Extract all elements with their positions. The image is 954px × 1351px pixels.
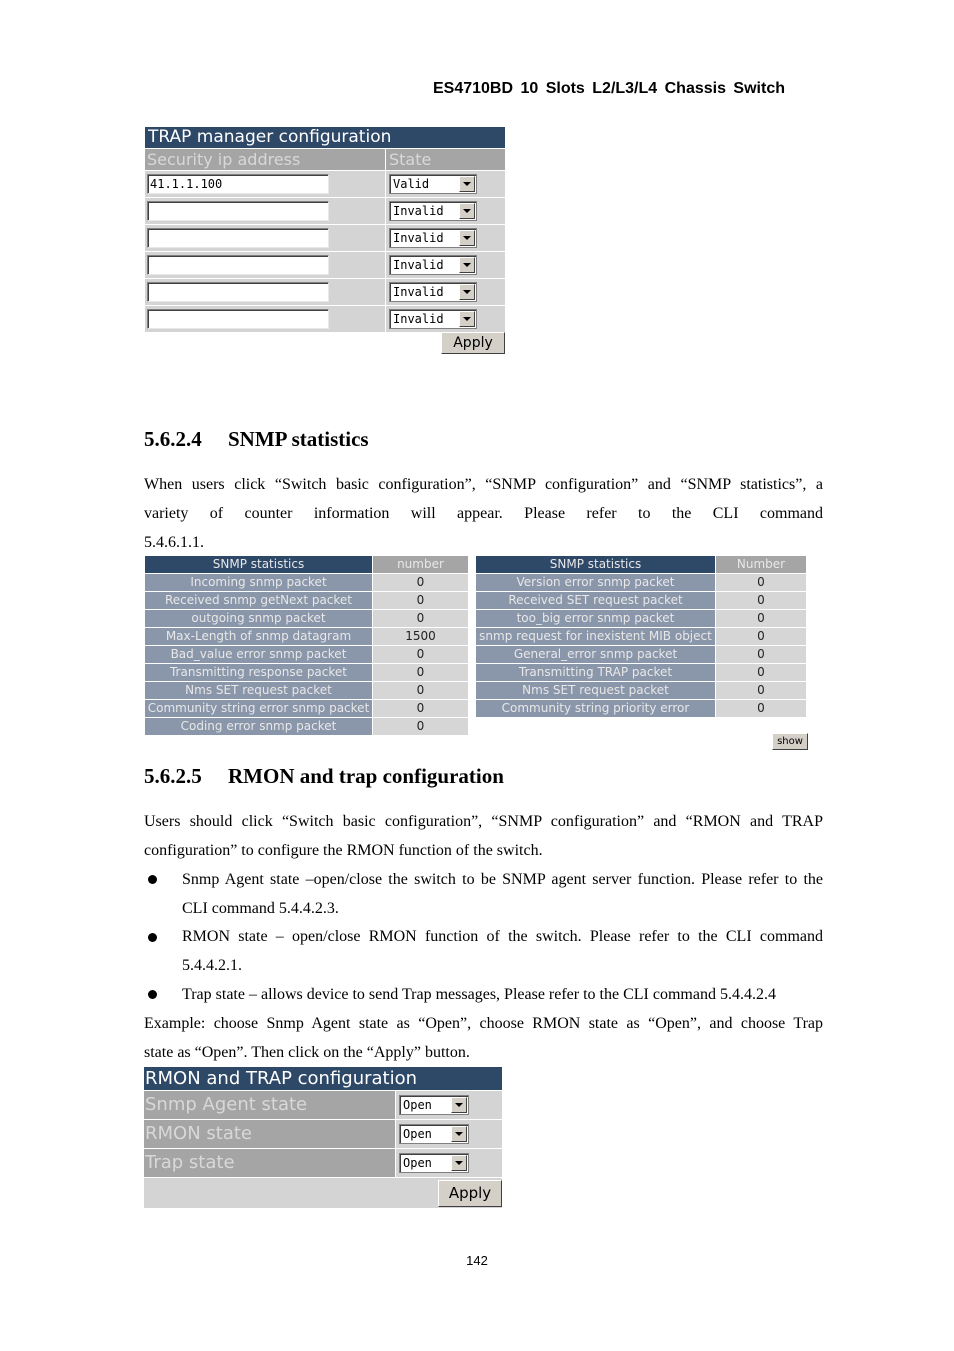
- stat-label: General_error snmp packet: [476, 646, 716, 664]
- state-select[interactable]: [389, 255, 477, 275]
- stat-header-label: SNMP statistics: [145, 556, 373, 574]
- trap-row: [145, 305, 505, 332]
- trap-row: [145, 251, 505, 278]
- stat-value: 0: [716, 610, 807, 628]
- stat-label: Coding error snmp packet: [145, 718, 373, 736]
- stat-label: Community string priority error: [476, 700, 716, 718]
- trap-row: [145, 224, 505, 251]
- show-button[interactable]: show: [772, 733, 808, 750]
- select-value: Open: [403, 1156, 432, 1170]
- stat-value: 0: [373, 718, 469, 736]
- paragraph-line: state as “Open”. Then click on the “Apply” button.: [144, 1044, 470, 1061]
- section-heading-snmp-statistics: [144, 427, 369, 452]
- chevron-down-icon[interactable]: [459, 284, 475, 300]
- stat-value: 0: [716, 592, 807, 610]
- chevron-down-icon[interactable]: [459, 176, 475, 192]
- stat-label: Max-Length of snmp datagram: [145, 628, 373, 646]
- bullet-line: CLI command 5.4.4.2.3.: [182, 900, 339, 917]
- paragraph-line: configuration” to configure the RMON function of the switch.: [144, 842, 543, 859]
- state-select[interactable]: [389, 228, 477, 248]
- section-title: RMON and trap configuration: [228, 764, 504, 788]
- rmon-row: [144, 1119, 502, 1148]
- paragraph-line: variety of counter information will appear. Please refer to the CLI command: [144, 505, 823, 522]
- bullet-icon: [148, 933, 157, 942]
- table-row: [476, 628, 807, 646]
- state-select-value: Invalid: [393, 312, 444, 326]
- table-row: [145, 700, 469, 718]
- chevron-down-icon[interactable]: [451, 1155, 467, 1171]
- security-ip-input[interactable]: [147, 228, 329, 248]
- bullet-item: [182, 980, 823, 1009]
- state-select[interactable]: [389, 174, 477, 194]
- table-row: [145, 574, 469, 592]
- stat-label: Transmitting TRAP packet: [476, 664, 716, 682]
- snmp-statistics-table-right: [475, 555, 807, 718]
- state-select[interactable]: [389, 282, 477, 302]
- stat-value: 0: [373, 592, 469, 610]
- paragraph-line: 5.4.6.1.1.: [144, 534, 204, 551]
- stat-label: Nms SET request packet: [145, 682, 373, 700]
- table-row: [145, 592, 469, 610]
- stat-label: Incoming snmp packet: [145, 574, 373, 592]
- stat-label: Received snmp getNext packet: [145, 592, 373, 610]
- security-ip-input[interactable]: [147, 309, 329, 329]
- paragraph-line: When users click “Switch basic configuration”, “SNMP configuration” and “SNMP statistics”, a: [144, 476, 823, 493]
- stat-label: outgoing snmp packet: [145, 610, 373, 628]
- stat-value: 0: [716, 700, 807, 718]
- bullet-line: RMON state – open/close RMON function of the switch. Please refer to the CLI command: [182, 928, 823, 945]
- stat-label: too_big error snmp packet: [476, 610, 716, 628]
- stat-header-value: number: [373, 556, 469, 574]
- stat-value: 0: [716, 664, 807, 682]
- table-row: [476, 610, 807, 628]
- trap-row: [145, 197, 505, 224]
- rmon-trap-title: RMON and TRAP configuration: [144, 1067, 502, 1090]
- security-ip-input[interactable]: [147, 282, 329, 302]
- chevron-down-icon[interactable]: [451, 1126, 467, 1142]
- table-row: [476, 574, 807, 592]
- stat-label: Version error snmp packet: [476, 574, 716, 592]
- rmon-apply-button[interactable]: Apply: [438, 1180, 502, 1207]
- table-row: [145, 682, 469, 700]
- stat-value: 0: [716, 682, 807, 700]
- section-number: 5.6.2.5: [144, 764, 202, 788]
- table-row: [476, 664, 807, 682]
- stat-value: 0: [373, 700, 469, 718]
- chevron-down-icon[interactable]: [459, 230, 475, 246]
- rmon-trap-panel: [144, 1067, 502, 1208]
- rmon-example-paragraph: [144, 1009, 823, 1067]
- column-security-ip: Security ip address: [145, 149, 386, 170]
- select-value: Open: [403, 1127, 432, 1141]
- table-row: [145, 628, 469, 646]
- table-row: [145, 664, 469, 682]
- table-row: [145, 718, 469, 736]
- stat-label: Nms SET request packet: [476, 682, 716, 700]
- table-row: [476, 700, 807, 718]
- bullet-item: [182, 922, 823, 980]
- table-row: [476, 592, 807, 610]
- trap-state-select[interactable]: [399, 1153, 469, 1173]
- bullet-line: 5.4.4.2.1.: [182, 957, 242, 974]
- stat-value: 0: [373, 682, 469, 700]
- chevron-down-icon[interactable]: [459, 311, 475, 327]
- stat-header-label: SNMP statistics: [476, 556, 716, 574]
- security-ip-input[interactable]: [147, 201, 329, 221]
- section-heading-rmon-trap: [144, 764, 504, 789]
- paragraph-line: Users should click “Switch basic configuration”, “SNMP configuration” and “RMON and TRAP: [144, 813, 823, 830]
- stat-value: 0: [716, 574, 807, 592]
- rmon-state-select[interactable]: [399, 1124, 469, 1144]
- bullet-icon: [148, 875, 157, 884]
- snmp-agent-state-select[interactable]: [399, 1095, 469, 1115]
- state-select[interactable]: [389, 201, 477, 221]
- stat-label: Received SET request packet: [476, 592, 716, 610]
- stat-value: 0: [716, 628, 807, 646]
- stat-value: 0: [716, 646, 807, 664]
- chevron-down-icon[interactable]: [459, 257, 475, 273]
- stat-value: 0: [373, 610, 469, 628]
- trap-row: [145, 278, 505, 305]
- select-value: Open: [403, 1098, 432, 1112]
- chevron-down-icon[interactable]: [459, 203, 475, 219]
- state-select-value: Valid: [393, 177, 430, 191]
- security-ip-input[interactable]: [147, 255, 329, 275]
- state-select[interactable]: [389, 309, 477, 329]
- table-row: [145, 610, 469, 628]
- bullet-line: Snmp Agent state –open/close the switch to be SNMP agent server function. Please refer to the: [182, 871, 823, 888]
- section-number: 5.6.2.4: [144, 427, 202, 451]
- rmon-row: [144, 1090, 502, 1119]
- stat-value: 0: [373, 646, 469, 664]
- trap-manager-title: TRAP manager configuration: [145, 127, 505, 148]
- table-row: [145, 646, 469, 664]
- table-row: [476, 646, 807, 664]
- state-select-value: Invalid: [393, 204, 444, 218]
- state-select-value: Invalid: [393, 285, 444, 299]
- rmon-row: [144, 1148, 502, 1177]
- snmp-statistics-table-left: [144, 555, 469, 736]
- state-select-value: Invalid: [393, 231, 444, 245]
- stat-label: Community string error snmp packet: [145, 700, 373, 718]
- trap-row: [145, 170, 505, 197]
- trap-apply-button[interactable]: Apply: [441, 332, 505, 354]
- section-title: SNMP statistics: [228, 427, 369, 451]
- stat-label: Bad_value error snmp packet: [145, 646, 373, 664]
- document-header: ES4710BD 10 Slots L2/L3/L4 Chassis Switch: [432, 80, 785, 97]
- stat-value: 0: [373, 574, 469, 592]
- bullet-icon: [148, 990, 157, 999]
- rmon-intro-paragraph: [144, 807, 823, 865]
- snmp-statistics-paragraph: [144, 470, 823, 557]
- stat-value: 0: [373, 664, 469, 682]
- rmon-row-label: RMON state: [144, 1120, 396, 1148]
- bullet-item: [182, 865, 823, 923]
- state-select-value: Invalid: [393, 258, 444, 272]
- stat-label: Transmitting response packet: [145, 664, 373, 682]
- column-state: State: [389, 150, 432, 169]
- security-ip-input[interactable]: 41.1.1.100: [147, 174, 329, 194]
- paragraph-line: Example: choose Snmp Agent state as “Open”, choose RMON state as “Open”, and choose Trap: [144, 1015, 823, 1032]
- bullet-line: Trap state – allows device to send Trap messages, Please refer to the CLI command 5.4.4.2.4: [182, 986, 776, 1003]
- rmon-row-label: Trap state: [144, 1149, 396, 1177]
- rmon-row-label: Snmp Agent state: [144, 1091, 396, 1119]
- table-row: [476, 682, 807, 700]
- stat-label: snmp request for inexistent MIB object: [476, 628, 716, 646]
- page-number: 142: [466, 1253, 488, 1268]
- trap-manager-panel: [145, 127, 505, 355]
- chevron-down-icon[interactable]: [451, 1097, 467, 1113]
- stat-value: 1500: [373, 628, 469, 646]
- trap-manager-column-header: [145, 148, 505, 170]
- stat-header-value: Number: [716, 556, 807, 574]
